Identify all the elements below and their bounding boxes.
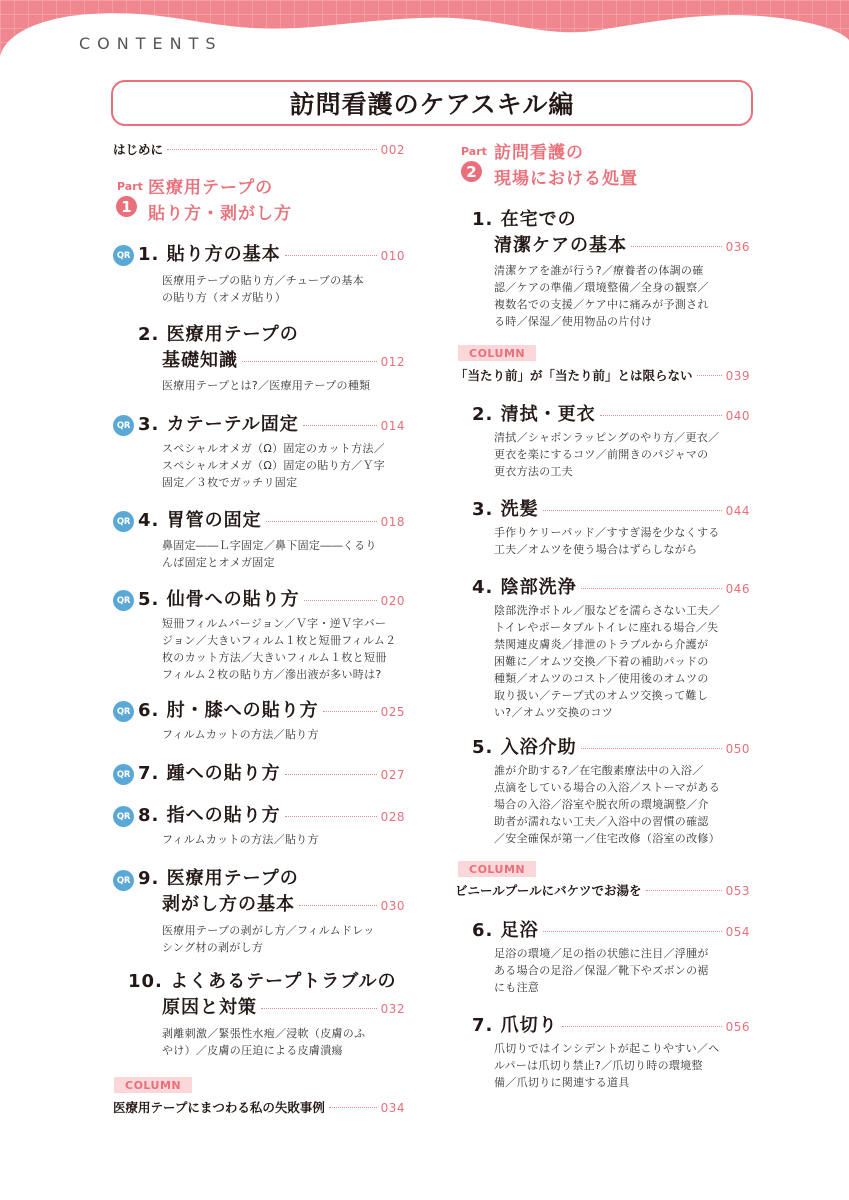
section-title: 5. 入浴介助 [472, 737, 577, 758]
section-desc: 爪切りではインシデントが起こりやすい／ヘ ルパーは爪切り禁止?／爪切り時の環境整 備／爪切りに関連する道具 [494, 1042, 720, 1089]
leader-dots [299, 905, 377, 906]
page-number: 028 [380, 810, 405, 824]
section-desc: 医療用テープの貼り方／チューブの基本 の貼り方（オメガ貼り） [162, 274, 364, 304]
book-title: 訪問看護のケアスキル編 [289, 90, 575, 119]
section-title-line1: 2. 医療用テープの [138, 324, 299, 345]
section-desc: 清拭／シャボンラッピングのやり方／更衣／ 更衣を楽にするコツ／前開きのパジャマの 更衣方法の工夫 [494, 431, 720, 478]
section-title: 8. 指への貼り方 [138, 805, 281, 826]
section-title-line1: 1. 在宅での [472, 209, 577, 230]
toc-entry-l1[interactable] [138, 242, 405, 268]
section-desc: 医療用テープとは?／医療用テープの種類 [162, 379, 371, 392]
toc-column-entry[interactable] [113, 1098, 405, 1116]
page-number: 039 [725, 369, 750, 383]
leader-dots [167, 149, 377, 150]
leader-dots [323, 711, 377, 712]
page-number: 054 [725, 925, 750, 939]
section-desc: 短冊フィルムバージョン／Ｖ字・逆Ｖ字バー ジョン／大きいフィルム１枚と短冊フィルム２ 枚のカット方法／大きいフィルム１枚と短冊 フィルム２枚の貼り方／滲出液が多い時は? [162, 617, 397, 681]
section-desc: 陰部洗浄ボトル／服などを濡らさない工夫／ トイレやポータブルトイレに座れる場合／失 禁関連皮膚炎／排泄のトラブルから介護が 困難に／オムツ交換／下着の補助パッドの 種類／オムツのコスト／使用後のオムツの 取り扱い／テープ式のオムツ交換って難し い?／オムツ交換のコツ [494, 604, 720, 719]
section-desc: 鼻固定――Ｌ字固定／鼻下固定――くるり んぱ固定とオメガ固定 [162, 539, 377, 569]
leader-dots [304, 600, 377, 601]
section-title: 5. 仙骨への貼り方 [138, 589, 300, 610]
toc-entry-r1[interactable] [494, 233, 750, 259]
toc-entry-l7[interactable] [138, 761, 405, 787]
leader-dots [285, 816, 377, 817]
toc-entry-r4[interactable] [472, 575, 750, 601]
column-badge: COLUMN [458, 345, 536, 361]
leader-dots [581, 588, 722, 589]
toc-entry-l8[interactable] [138, 803, 405, 829]
toc-entry-l4[interactable] [138, 508, 405, 534]
section-title: 4. 胃管の固定 [138, 510, 262, 531]
section-title: 6. 肘・膝への貼り方 [138, 700, 319, 721]
intro-row[interactable] [113, 140, 405, 158]
page-number: 044 [725, 504, 750, 518]
toc-entry-l3[interactable] [138, 412, 405, 438]
part1-number-badge: 1 [116, 196, 137, 217]
section-desc: 医療用テープの剥がし方／フィルムドレッ シング材の剥がし方 [162, 924, 375, 954]
section-title-line1: 9. 医療用テープの [138, 868, 299, 889]
column-title: 医療用テープにまつわる私の失敗事例 [113, 1100, 325, 1115]
column-badge: COLUMN [458, 861, 536, 877]
page-number: 046 [725, 582, 750, 596]
page-number: 056 [725, 1020, 750, 1034]
page-number: 014 [380, 419, 405, 433]
part2-number-badge: 2 [461, 161, 482, 182]
leader-dots [581, 748, 722, 749]
qr-icon[interactable]: QR [113, 511, 134, 532]
section-desc: 清潔ケアを誰が行う?／療養者の体調の確 認／ケアの準備／環境整備／全身の観察／ 複数名での支援／ケア中に痛みが予測され る時／保湿／使用物品の片付け [494, 264, 709, 328]
leader-dots [285, 255, 377, 256]
page-number: 012 [380, 355, 405, 369]
page-number: 010 [380, 249, 405, 263]
toc-column-entry[interactable] [455, 881, 750, 899]
toc-entry-l9[interactable] [162, 892, 405, 918]
leader-dots [600, 415, 722, 416]
section-title-line2: 剥がし方の基本 [162, 894, 295, 915]
part2-title-line1: 訪問看護の [494, 143, 584, 163]
qr-icon[interactable]: QR [113, 701, 134, 722]
leader-dots [562, 1026, 722, 1027]
section-title: 3. カテーテル固定 [138, 414, 299, 435]
leader-dots [261, 1008, 377, 1009]
page-number: 030 [380, 899, 405, 913]
leader-dots [266, 521, 377, 522]
toc-entry-r6[interactable] [472, 918, 750, 944]
page-number: 050 [725, 742, 750, 756]
section-title: 7. 踵への貼り方 [138, 763, 281, 784]
section-title: 4. 陰部洗浄 [472, 577, 577, 598]
qr-icon[interactable]: QR [113, 764, 134, 785]
toc-entry-r7[interactable] [472, 1013, 750, 1039]
leader-dots [543, 510, 722, 511]
column-badge: COLUMN [114, 1077, 192, 1093]
section-title: 1. 貼り方の基本 [138, 244, 281, 265]
page-number: 027 [380, 768, 405, 782]
section-desc: 誰が介助する?／在宅酸素療法中の入浴／ 点滴をしている場合の入浴／ストーマがある 場合の入浴／浴室や脱衣所の環境調整／介 助者が濡れない工夫／入浴中の習慣の確認 ／安全確保が第一／住宅改修（浴室の改修） [494, 764, 720, 845]
qr-icon[interactable]: QR [113, 245, 134, 266]
intro-label: はじめに [113, 142, 164, 157]
section-desc: 剥離刺激／緊張性水疱／浸軟（皮膚のふ やけ）／皮膚の圧迫による皮膚潰瘍 [162, 1027, 366, 1057]
leader-dots [242, 361, 377, 362]
toc-entry-l10[interactable] [162, 995, 405, 1021]
section-title: 3. 洗髪 [472, 499, 539, 520]
section-title-line2: 基礎知識 [162, 350, 238, 371]
toc-entry-r3[interactable] [472, 497, 750, 523]
book-title-box [111, 80, 753, 126]
toc-entry-r5[interactable] [472, 735, 750, 761]
section-title-line1: 10. よくあるテープトラブルの [128, 971, 397, 992]
page-number: 020 [380, 594, 405, 608]
toc-entry-l2[interactable] [162, 348, 405, 374]
leader-dots [543, 931, 722, 932]
page-number: 040 [725, 409, 750, 423]
section-title-line2: 清潔ケアの基本 [494, 235, 627, 256]
leader-dots [329, 1107, 377, 1108]
section-desc: フィルムカットの方法／貼り方 [162, 728, 319, 741]
toc-entry-r2[interactable] [472, 402, 750, 428]
qr-icon[interactable]: QR [113, 806, 134, 827]
leader-dots [285, 774, 377, 775]
leader-dots [646, 890, 722, 891]
section-title-line2: 原因と対策 [162, 997, 257, 1018]
section-desc: フィルムカットの方法／貼り方 [162, 833, 319, 846]
column-title: 「当たり前」が「当たり前」とは限らない [455, 368, 693, 383]
page-number: 032 [380, 1002, 405, 1016]
leader-dots [631, 246, 722, 247]
page-number: 053 [725, 884, 750, 898]
page-number: 036 [725, 240, 750, 254]
toc-entry-l6[interactable] [138, 698, 405, 724]
part1-label: Part [117, 180, 143, 193]
part2-label: Part [461, 145, 487, 158]
qr-icon[interactable]: QR [113, 590, 134, 611]
toc-column-entry[interactable] [455, 366, 750, 384]
part2-title-line2: 現場における処置 [494, 169, 638, 189]
section-desc: 手作りケリーパッド／すすぎ湯を少なくする 工夫／オムツを使う場合はずらしながら [494, 526, 720, 556]
section-desc: スペシャルオメガ（Ω）固定のカット方法／ スペシャルオメガ（Ω）固定の貼り方／Ｙ字 固定／３枚でガッチリ固定 [162, 442, 386, 489]
part1-title-line2: 貼り方・剥がし方 [148, 204, 292, 224]
column-title: ビニールプールにバケツでお湯を [455, 883, 642, 898]
part1-title-line1: 医療用テープの [148, 178, 274, 198]
leader-dots [697, 375, 722, 376]
section-title: 6. 足浴 [472, 920, 539, 941]
contents-heading: CONTENTS [79, 34, 223, 53]
section-title: 7. 爪切り [472, 1015, 558, 1036]
page-number: 025 [380, 705, 405, 719]
toc-entry-l5[interactable] [138, 587, 405, 613]
section-desc: 足浴の環境／足の指の状態に注目／浮腫が ある場合の足浴／保湿／靴下やズボンの裾 にも注意 [494, 947, 709, 994]
page-number: 018 [380, 515, 405, 529]
qr-icon[interactable]: QR [113, 870, 134, 891]
qr-icon[interactable]: QR [113, 415, 134, 436]
page-number: 034 [380, 1101, 405, 1115]
page-number: 002 [380, 143, 405, 157]
section-title: 2. 清拭・更衣 [472, 404, 596, 425]
leader-dots [303, 425, 377, 426]
